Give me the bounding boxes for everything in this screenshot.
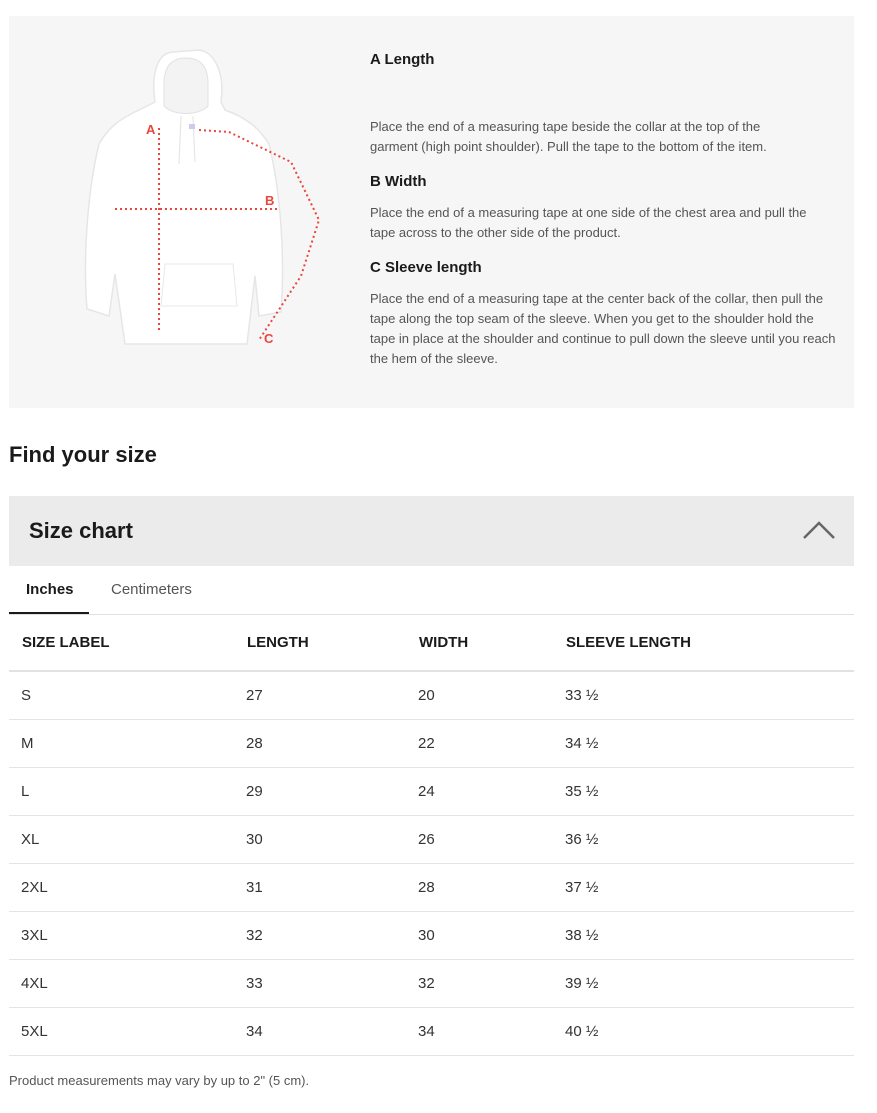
cell-width: 34	[406, 1007, 553, 1055]
cell-size: XL	[9, 815, 234, 863]
cell-width: 22	[406, 719, 553, 767]
column-header-sleeve-length: SLEEVE LENGTH	[553, 615, 854, 671]
table-row	[9, 719, 854, 767]
cell-width: 28	[406, 863, 553, 911]
cell-sleeve-length: 36 ½	[553, 815, 854, 863]
cell-sleeve-length: 35 ½	[553, 767, 854, 815]
table-row	[9, 671, 854, 719]
size-chart-title: Size chart	[29, 518, 133, 543]
cell-size: 3XL	[9, 911, 234, 959]
cell-length: 32	[234, 911, 406, 959]
table-row	[9, 863, 854, 911]
cell-width: 26	[406, 815, 553, 863]
cell-sleeve-length: 37 ½	[553, 863, 854, 911]
measurement-guide	[9, 16, 854, 408]
hoodie-diagram-image	[69, 44, 329, 354]
cell-length: 31	[234, 863, 406, 911]
cell-length: 34	[234, 1007, 406, 1055]
cell-length: 30	[234, 815, 406, 863]
cell-size: M	[9, 719, 234, 767]
cell-size: L	[9, 767, 234, 815]
cell-width: 20	[406, 671, 553, 719]
cell-width: 24	[406, 767, 553, 815]
measure-label-a: A	[146, 122, 156, 137]
measure-label-c: C	[264, 331, 274, 346]
width-title: B Width	[370, 173, 427, 190]
table-row	[9, 1007, 854, 1055]
cell-size: 4XL	[9, 959, 234, 1007]
cell-size: S	[9, 671, 234, 719]
sleeve-length-title: C Sleeve length	[370, 259, 482, 276]
column-header-size-label: SIZE LABEL	[9, 615, 234, 671]
cell-width: 32	[406, 959, 553, 1007]
cell-length: 27	[234, 671, 406, 719]
cell-size: 2XL	[9, 863, 234, 911]
cell-sleeve-length: 33 ½	[553, 671, 854, 719]
find-your-size-heading: Find your size	[9, 442, 157, 467]
size-table	[9, 615, 854, 1056]
size-chart-accordion-header[interactable]	[9, 496, 854, 566]
column-header-length: LENGTH	[234, 615, 406, 671]
chevron-up-icon[interactable]	[802, 520, 836, 540]
length-title: A Length	[370, 51, 435, 68]
table-row	[9, 911, 854, 959]
cell-sleeve-length: 40 ½	[553, 1007, 854, 1055]
table-row	[9, 767, 854, 815]
sleeve-length-description: Place the end of a measuring tape at the center back of the collar, then pull the tape along the top seam of the sleeve. When you get to the shoulder hold the tape in place at the shoulder and continue to pull down the sleeve until you reach the hem of the sleeve.	[370, 291, 836, 366]
cell-sleeve-length: 34 ½	[553, 719, 854, 767]
width-description: Place the end of a measuring tape at one side of the chest area and pull the tape across to the other side of the product.	[370, 205, 807, 240]
unit-tabs	[9, 566, 854, 615]
cell-sleeve-length: 39 ½	[553, 959, 854, 1007]
measure-label-b: B	[265, 193, 275, 208]
table-row	[9, 959, 854, 1007]
tab-centimeters[interactable]: Centimeters	[111, 581, 192, 598]
cell-size: 5XL	[9, 1007, 234, 1055]
cell-length: 33	[234, 959, 406, 1007]
table-row	[9, 815, 854, 863]
column-header-width: WIDTH	[406, 615, 553, 671]
active-tab-indicator	[9, 612, 89, 614]
length-description: Place the end of a measuring tape beside the collar at the top of the garment (high point shoulder). Pull the tape to the bottom of the item.	[370, 119, 767, 154]
table-header-row	[9, 615, 854, 671]
cell-length: 28	[234, 719, 406, 767]
cell-length: 29	[234, 767, 406, 815]
cell-width: 30	[406, 911, 553, 959]
cell-sleeve-length: 38 ½	[553, 911, 854, 959]
measurement-footnote: Product measurements may vary by up to 2" (5 cm).	[9, 1073, 310, 1088]
tab-inches[interactable]: Inches	[26, 581, 74, 598]
